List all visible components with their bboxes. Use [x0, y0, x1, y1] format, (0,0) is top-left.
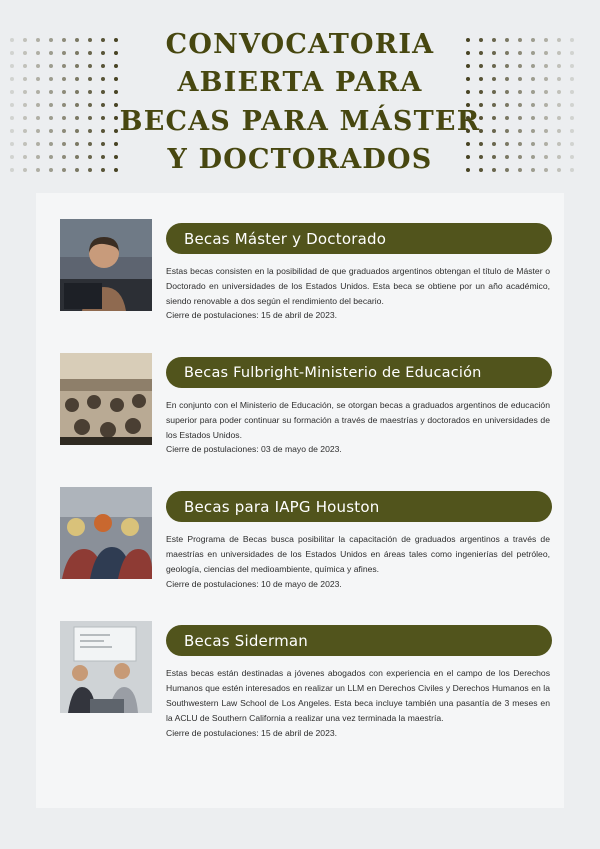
page-title-heading: [60, 26, 540, 179]
scholarship-title-3: Becas para IAPG Houston: [184, 497, 380, 516]
page-title-line-2: ABIERTA PARA: [177, 67, 423, 99]
page-title: [0, 0, 600, 197]
scholarship-description-1: Estas becas consisten en la posibilidad de que graduados argentinos obtengan el título de Máster o Doctorado en universidades de los Estados Unidos. Esta beca se obtiene por un año académico, siendo renovable a dos según el rendimiento del becario.: [166, 266, 550, 306]
page-title-line-1: CONVOCATORIA: [165, 29, 435, 60]
scholarship-description-2: En conjunto con el Ministerio de Educación, se otorgan becas a graduados argentinos de educación superior para poder continuar su formación a través de maestrías y doctorados en universidades de los Estados Unidos.: [166, 400, 550, 440]
scholarship-title-2: Becas Fulbright-Ministerio de Educación: [184, 364, 482, 381]
scholarship-photo-3: [60, 487, 152, 579]
list-item: [36, 621, 564, 740]
scholarship-photo-1: [60, 219, 152, 311]
scholarship-title-bar-1[interactable]: [166, 223, 552, 254]
page-title-line-3: BECAS PARA MÁSTER: [119, 105, 481, 137]
scholarship-title-4: Becas Siderman: [184, 631, 308, 650]
list-item: [36, 487, 564, 591]
scholarships-panel: [36, 193, 564, 808]
scholarship-description-3: Este Programa de Becas busca posibilitar la capacitación de graduados argentinos a través de maestrías en universidades de los Estados Unidos en áreas tales como ingenierías del petróleo, geología, ciencias del medioambiente, química y afines.: [166, 534, 550, 574]
list-item: [36, 353, 564, 457]
scholarship-body-1: [166, 219, 552, 323]
scholarship-deadline-2: Cierre de postulaciones: 03 de mayo de 2023.: [166, 444, 342, 455]
list-item: [36, 193, 564, 323]
scholarship-title-1: Becas Máster y Doctorado: [184, 229, 387, 248]
scholarship-deadline-3: Cierre de postulaciones: 10 de mayo de 2023.: [166, 578, 342, 589]
scholarship-title-bar-4[interactable]: [166, 625, 552, 656]
scholarship-body-4: [166, 621, 552, 740]
scholarship-deadline-1: Cierre de postulaciones: 15 de abril de 2023.: [166, 310, 338, 321]
scholarship-title-bar-3[interactable]: [166, 491, 552, 522]
scholarship-body-3: [166, 487, 552, 591]
page-title-line-4: Y DOCTORADOS: [167, 143, 433, 175]
scholarship-photo-4: [60, 621, 152, 713]
scholarship-title-bar-2[interactable]: [166, 357, 552, 388]
scholarship-description-4: Estas becas están destinadas a jóvenes abogados con experiencia en el campo de los Derechos Humanos que estén interesados en realizar un LLM en Derechos Civiles y Derechos Humanos en la Southwestern Law School de Los Angeles. Esta beca incluye también una pasantía de 3 meses en la ACLU de Southern California a realizar una vez terminada la maestría.: [166, 668, 550, 723]
scholarship-photo-2: [60, 353, 152, 445]
scholarship-deadline-4: Cierre de postulaciones: 15 de abril de 2023.: [166, 727, 338, 738]
scholarship-body-2: [166, 353, 552, 457]
